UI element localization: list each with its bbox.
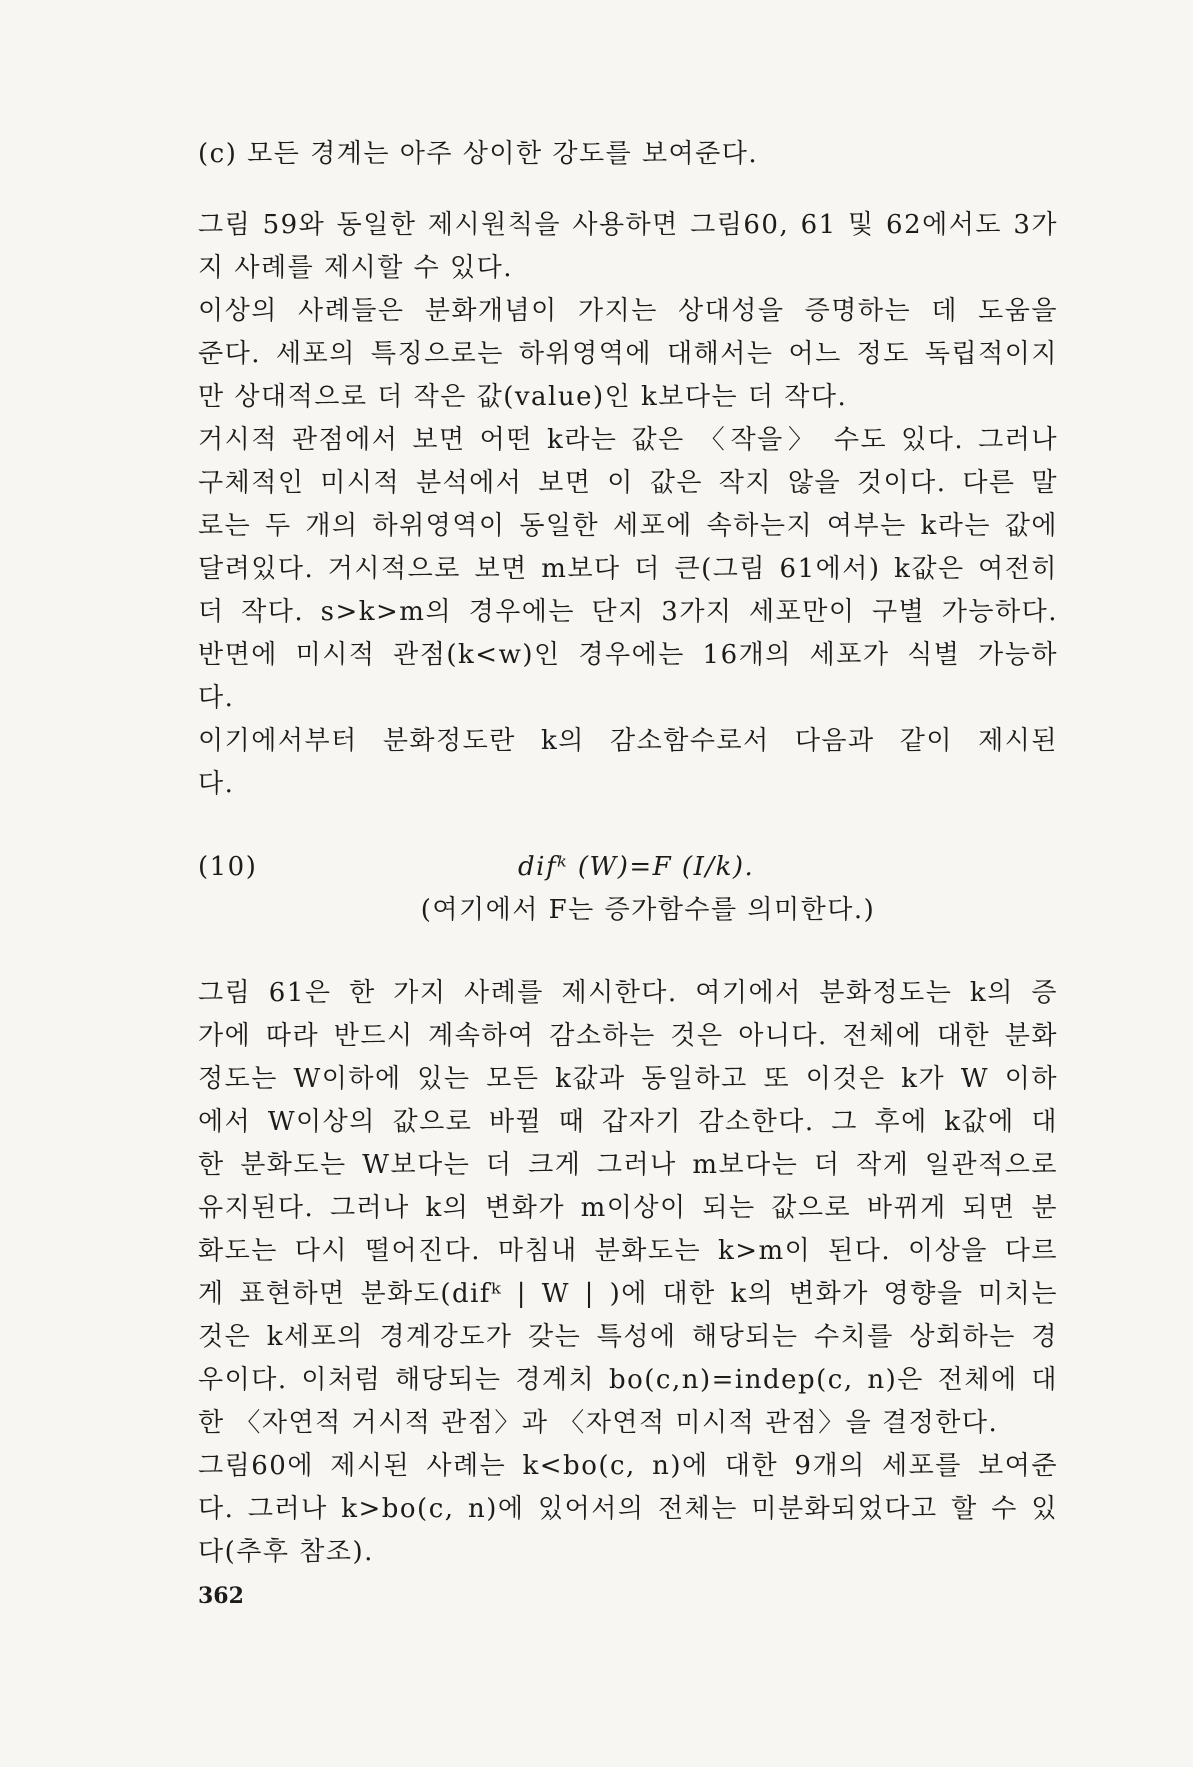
spacer bbox=[198, 176, 1058, 204]
section-before-equation bbox=[198, 204, 1058, 806]
text-line: 다. bbox=[198, 769, 235, 799]
text-line: 그림60에 제시된 사례는 k<bo(c, n)에 대한 9개의 세포를 보여준 bbox=[198, 1451, 1058, 1481]
paragraph bbox=[198, 1445, 1058, 1574]
spacer bbox=[198, 806, 1058, 846]
equation-row bbox=[198, 846, 1058, 889]
paragraph bbox=[198, 419, 1058, 720]
intro-item bbox=[198, 133, 1058, 176]
paragraph bbox=[198, 720, 1058, 806]
document-page bbox=[198, 133, 1058, 1574]
equation-number: (10) bbox=[198, 852, 258, 882]
text-line: 이기에서부터 분화정도란 k의 감소함수로서 다음과 같이 제시된 bbox=[198, 726, 1058, 756]
text-line: 준다. 세포의 특징으로는 하위영역에 대해서는 어느 정도 독립적이지 bbox=[198, 339, 1058, 369]
text-line: 이상의 사례들은 분화개념이 가지는 상대성을 증명하는 데 도움을 bbox=[198, 296, 1058, 326]
text-line: 우이다. 이처럼 해당되는 경계치 bo(c,n)=indep(c, n)은 전체에 대 bbox=[198, 1365, 1058, 1395]
spacer bbox=[198, 932, 1058, 972]
text-line: 그림 59와 동일한 제시원칙을 사용하면 그림60, 61 및 62에서도 3가 bbox=[198, 210, 1058, 240]
text-line: 게 표현하면 분화도(difᵏ | W | )에 대한 k의 변화가 영향을 미치는 bbox=[198, 1279, 1058, 1309]
text-line: 가에 따라 반드시 계속하여 감소하는 것은 아니다. 전체에 대한 분화 bbox=[198, 1021, 1058, 1051]
page-number: 362 bbox=[198, 1583, 244, 1609]
text-line: 에서 W이상의 값으로 바뀔 때 갑자기 감소한다. 그 후에 k값에 대 bbox=[198, 1107, 1058, 1137]
text-line: 구체적인 미시적 분석에서 보면 이 값은 작지 않을 것이다. 다른 말 bbox=[198, 468, 1058, 498]
paragraph bbox=[198, 204, 1058, 290]
section-after-equation bbox=[198, 972, 1058, 1574]
text-line: 달려있다. 거시적으로 보면 m보다 더 큰(그림 61에서) k값은 여전히 bbox=[198, 554, 1058, 584]
text-line: 지 사례를 제시할 수 있다. bbox=[198, 253, 513, 283]
text-line: 다. 그러나 k>bo(c, n)에 있어서의 전체는 미분화되었다고 할 수 있 bbox=[198, 1494, 1058, 1524]
paragraph bbox=[198, 290, 1058, 419]
text-line: 유지된다. 그러나 k의 변화가 m이상이 되는 값으로 바뀌게 되면 분 bbox=[198, 1193, 1058, 1223]
text-line: 더 작다. s>k>m의 경우에는 단지 3가지 세포만이 구별 가능하다. bbox=[198, 597, 1058, 627]
text-line: 정도는 W이하에 있는 모든 k값과 동일하고 또 이것은 k가 W 이하 bbox=[198, 1064, 1058, 1094]
equation-formula: difᵏ (W)=F (I/k). bbox=[518, 852, 755, 882]
paragraph bbox=[198, 972, 1058, 1445]
text-line: 것은 k세포의 경계강도가 갖는 특성에 해당되는 수치를 상회하는 경 bbox=[198, 1322, 1058, 1352]
text-line: 반면에 미시적 관점(k<w)인 경우에는 16개의 세포가 식별 가능하 bbox=[198, 640, 1058, 670]
text-line: 다. bbox=[198, 683, 235, 713]
text-line: (c) 모든 경계는 아주 상이한 강도를 보여준다. bbox=[198, 139, 759, 169]
text-line: 다(추후 참조). bbox=[198, 1537, 374, 1567]
text-line: 거시적 관점에서 보면 어떤 k라는 값은 〈작을〉 수도 있다. 그러나 bbox=[198, 425, 1058, 455]
text-line: 한 분화도는 W보다는 더 크게 그러나 m보다는 더 작게 일관적으로 bbox=[198, 1150, 1058, 1180]
text-line: 만 상대적으로 더 작은 값(value)인 k보다는 더 작다. bbox=[198, 382, 848, 412]
equation-note: (여기에서 F는 증가함수를 의미한다.) bbox=[420, 895, 876, 925]
text-line: 한 〈자연적 거시적 관점〉과 〈자연적 미시적 관점〉을 결정한다. bbox=[198, 1408, 999, 1438]
text-line: 그림 61은 한 가지 사례를 제시한다. 여기에서 분화정도는 k의 증 bbox=[198, 978, 1058, 1008]
text-line: 로는 두 개의 하위영역이 동일한 세포에 속하는지 여부는 k라는 값에 bbox=[198, 511, 1058, 541]
text-line: 화도는 다시 떨어진다. 마침내 분화도는 k>m이 된다. 이상을 다르 bbox=[198, 1236, 1058, 1266]
